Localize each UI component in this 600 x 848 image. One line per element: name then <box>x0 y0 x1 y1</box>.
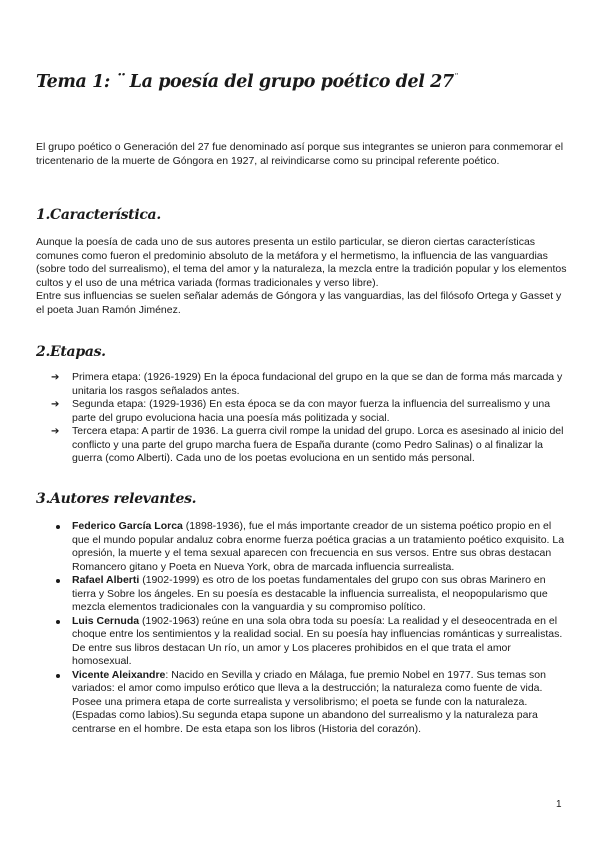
author-text: : Nacido en Sevilla y criado en Málaga, fue premio Nobel en 1977. Sus temas son variados: el amor como impulso erótico que lleva a la destrucción; la naturaleza como fuente de vida. Posee una primera etapa de corte surrealista y versolibrismo; el poeta se funde con la naturaleza.(Espadas como labios).Su segunda etapa supone un abandono del surrealismo y la naturaleza para centrarse en el hombre. De esta etapa son los libros (Historia del corazón). <box>72 668 546 735</box>
page-title <box>36 72 457 92</box>
page-number: 1 <box>556 799 562 810</box>
title-suffix: ¨ <box>453 72 458 83</box>
section-heading-caracteristica: 1.Característica. <box>36 207 161 223</box>
title-text: Tema 1: ¨ La poesía del grupo poético del 27 <box>36 72 454 92</box>
autores-list <box>36 520 571 736</box>
etapas-list <box>36 371 571 466</box>
list-item-text: Tercera etapa: A partir de 1936. La guerra civil rompe la unidad del grupo. Lorca es asesinado al inicio del conflicto y una parte del grupo marcha fuera de España durante (como Pedro Salinas) o al finalizar la guerra (como Alberti). Cada uno de los poetas evoluciona en un sentido más personal. <box>72 425 564 464</box>
list-item <box>36 398 571 425</box>
paragraph: Entre sus influencias se suelen señalar además de Góngora y las vanguardias, las del filósofo Ortega y Gasset y el poeta Juan Ramón Jiménez. <box>36 290 562 316</box>
bullet-icon <box>56 674 60 678</box>
bullet-icon <box>56 525 60 529</box>
author-name: Federico García Lorca <box>72 520 183 532</box>
author-name: Rafael Alberti <box>72 574 140 586</box>
author-name: Luis Cernuda <box>72 614 140 627</box>
list-item <box>36 669 571 737</box>
intro-paragraph: El grupo poético o Generación del 27 fue denominado así porque sus integrantes se unieron para conmemorar el tricentenario de la muerte de Góngora en 1927, al reivindicarse como su principal referente poético. <box>36 141 564 167</box>
list-item <box>36 574 571 615</box>
list-item-text: Primera etapa: (1926-1929) En la época fundacional del grupo en la que se dan de forma más marcada y unitaria los rasgos señalados antes. <box>72 371 563 397</box>
list-item <box>36 371 571 398</box>
list-item <box>36 425 571 466</box>
arrow-right-icon: ➔ <box>51 426 60 437</box>
section-heading-etapas: 2.Etapas. <box>36 344 106 360</box>
list-item <box>36 520 571 574</box>
author-name: Vicente Aleixandre <box>72 668 166 681</box>
section-heading-autores: 3.Autores relevantes. <box>36 491 197 507</box>
list-item <box>36 615 571 669</box>
arrow-right-icon: ➔ <box>51 372 60 383</box>
bullet-icon <box>56 579 60 583</box>
author-text: (1902-1999) es otro de los poetas fundamentales del grupo con sus obras Marinero en tierra y Sobre los ángeles. En su poesía es destacable la influencia surrealista, el neopopularismo que mezcla elementos tradicionales con la vanguardia y su compromiso político. <box>72 574 548 613</box>
paragraph: Aunque la poesía de cada uno de sus autores presenta un estilo particular, se dieron ciertas características comunes como fueron el predominio absoluto de la metáfora y el hermetismo, la influencia de las vanguardias (sobre todo del surrealismo), el tema del amor y la naturaleza, la mezcla entre la tradición popular y los elementos cultos y el uso de una métrica variada (formas tradicionales y verso libre). <box>36 236 567 289</box>
arrow-right-icon: ➔ <box>51 399 60 410</box>
list-item-text: Segunda etapa: (1929-1936) En esta época se da con mayor fuerza la influencia del surrealismo y una parte del grupo evoluciona hacia una poesía más politizada y social. <box>72 398 551 424</box>
bullet-icon <box>56 620 60 624</box>
author-text: (1898-1936), fue el más importante creador de un sistema poético propio en el que el mundo popular andaluz cobra enorme fuerza poética gracias a un tratamiento poético exquisito. La opresión, la muerte y el tema sexual aparecen con frecuencia en sus versos. Entre sus obras destacan Romancero gitano y Poeta en Nueva York, obra de marcada influencia surrealista. <box>72 520 565 573</box>
section-body-caracteristica <box>36 236 571 317</box>
author-text: (1902-1963) reúne en una sola obra toda su poesía: La realidad y el deseocentrada en el choque entre los sentimientos y la realidad social. En su poesía hay influencias románticas y surrealistas. De entre sus libros destacan Un río, un amor y Los placeres prohibidos en el que trata el amor homosexual. <box>72 614 563 667</box>
